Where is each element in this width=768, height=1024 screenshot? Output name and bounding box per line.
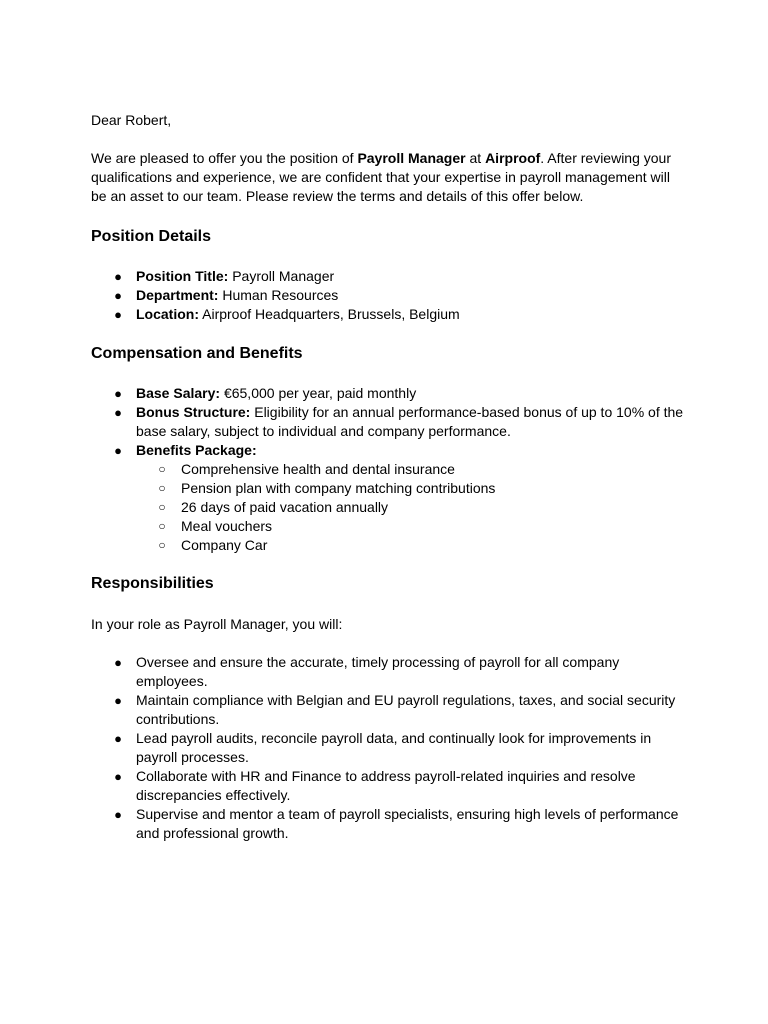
benefit-text: Meal vouchers [181, 518, 273, 534]
bullet-icon: ● [114, 655, 122, 670]
item-value: €65,000 per year, paid monthly [220, 385, 417, 401]
responsibility-text: Supervise and mentor a team of payroll specialists, ensuring high levels of performance and professional growth. [136, 806, 679, 841]
item-label: Position Title: [136, 268, 229, 284]
circle-bullet-icon: ○ [158, 500, 166, 514]
bullet-icon: ● [114, 386, 122, 401]
bullet-icon: ● [114, 731, 122, 746]
item-label: Department: [136, 287, 219, 303]
intro-text-2: at [465, 150, 486, 166]
benefit-item [91, 479, 691, 498]
bullet-icon: ● [114, 269, 122, 284]
bullet-icon: ● [114, 693, 122, 708]
list-item [91, 286, 691, 305]
position-details-list [91, 267, 691, 324]
circle-bullet-icon: ○ [158, 481, 166, 495]
list-item [91, 305, 691, 324]
item-value: Airproof Headquarters, Brussels, Belgium [199, 306, 460, 322]
benefit-item [91, 498, 691, 517]
intro-position: Payroll Manager [357, 150, 466, 166]
item-value: Eligibility for an annual performance-based bonus of up to 10% of the base salary, subject to individual and company performance. [136, 404, 684, 439]
bullet-icon: ● [114, 405, 122, 420]
benefit-item [91, 536, 691, 555]
responsibility-text: Lead payroll audits, reconcile payroll data, and continually look for improvements in payroll processes. [136, 730, 652, 765]
circle-bullet-icon: ○ [158, 519, 166, 533]
bullet-icon: ● [114, 288, 122, 303]
intro-text-3: . After reviewing your qualifications and experience, we are confident that your expertise in payroll management will be an asset to our team. Please review the terms and details of this offer below. [91, 150, 672, 204]
section-heading-compensation: Compensation and Benefits [91, 345, 303, 362]
benefit-text: Pension plan with company matching contributions [181, 480, 496, 496]
list-item [91, 441, 691, 460]
item-value: Human Resources [218, 287, 339, 303]
list-item [91, 267, 691, 286]
section-heading-position-details: Position Details [91, 228, 212, 245]
bullet-icon: ● [114, 807, 122, 822]
list-item [91, 691, 681, 729]
benefit-text: 26 days of paid vacation annually [181, 499, 389, 515]
item-label: Location: [136, 306, 199, 322]
intro-company: Airproof [485, 150, 541, 166]
circle-bullet-icon: ○ [158, 462, 166, 476]
benefit-item [91, 517, 691, 536]
intro-paragraph [91, 149, 681, 206]
list-item [91, 403, 691, 441]
section-heading-responsibilities: Responsibilities [91, 575, 214, 592]
item-label: Bonus Structure: [136, 404, 251, 420]
compensation-list [91, 384, 691, 555]
list-item [91, 767, 681, 805]
list-item [91, 653, 681, 691]
intro-text-1: We are pleased to offer you the position of [91, 150, 358, 166]
item-value: Payroll Manager [228, 268, 335, 284]
bullet-icon: ● [114, 769, 122, 784]
item-label: Benefits Package: [136, 442, 257, 458]
list-item [91, 805, 681, 843]
benefit-text: Company Car [181, 537, 268, 553]
benefit-item [91, 460, 691, 479]
bullet-icon: ● [114, 443, 122, 458]
benefit-text: Comprehensive health and dental insurance [181, 461, 455, 477]
responsibilities-intro: In your role as Payroll Manager, you will: [91, 616, 343, 632]
responsibility-text: Maintain compliance with Belgian and EU payroll regulations, taxes, and social security contributions. [136, 692, 676, 727]
responsibility-text: Oversee and ensure the accurate, timely processing of payroll for all company employees. [136, 654, 620, 689]
salutation: Dear Robert, [91, 112, 172, 128]
item-label: Base Salary: [136, 385, 221, 401]
circle-bullet-icon: ○ [158, 538, 166, 552]
bullet-icon: ● [114, 307, 122, 322]
responsibilities-list [91, 653, 681, 843]
list-item [91, 384, 691, 403]
list-item [91, 729, 681, 767]
responsibility-text: Collaborate with HR and Finance to address payroll-related inquiries and resolve discrepancies effectively. [136, 768, 636, 803]
